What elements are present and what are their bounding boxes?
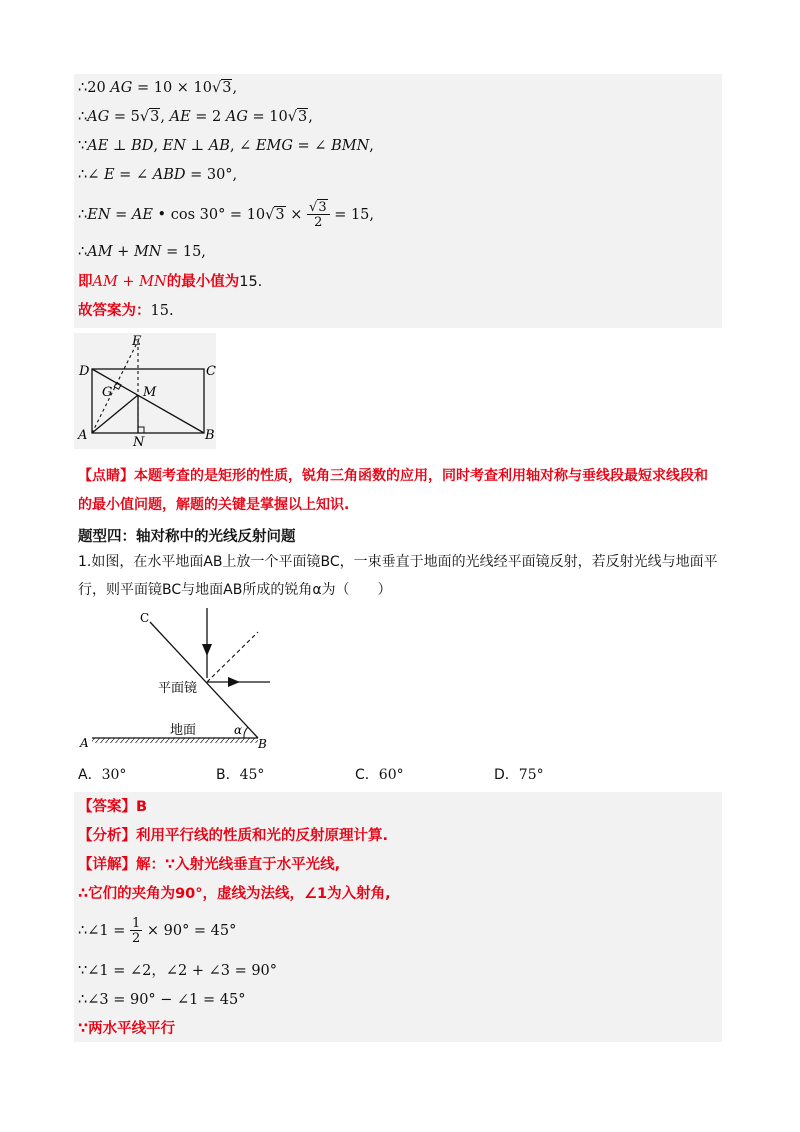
label-A: A <box>78 428 88 443</box>
solution-line-1: ∴20 AG = 10 × 10√3, <box>78 80 238 96</box>
solution-step-4: ∵∠1 = ∠2，∠2 + ∠3 = 90° <box>78 963 278 979</box>
option-b[interactable]: B．45° <box>216 767 265 783</box>
solution-line-7: 即AM + MN的最小值为15. <box>78 274 263 290</box>
option-d[interactable]: D．75° <box>494 767 544 783</box>
mirror-label: 平面镜 <box>158 681 198 696</box>
option-c[interactable]: C．60° <box>355 767 404 783</box>
label-C-fig2: C <box>140 611 150 625</box>
solution-step-5: ∴∠3 = 90° − ∠1 = 45° <box>78 992 246 1008</box>
question-line-1: 1.如图，在水平地面AB上放一个平面镜BC，一束垂直于地面的光线经平面镜反射，若反射光线与地面平 <box>78 554 718 570</box>
solution-line-3: ∵AE ⊥ BD, EN ⊥ AB, ∠ EMG = ∠ BMN, <box>78 138 374 154</box>
label-B: B <box>205 428 215 443</box>
label-D: D <box>79 364 90 379</box>
label-A-fig2: A <box>80 736 89 750</box>
option-a[interactable]: A．30° <box>78 767 127 783</box>
label-C: C <box>206 364 216 379</box>
label-E: E <box>132 334 142 349</box>
solution-step-2: ∴它们的夹角为90°，虚线为法线，∠1为入射角, <box>78 886 391 902</box>
mirror-figure <box>78 608 278 754</box>
solution-line-4: ∴∠ E = ∠ ABD = 30°, <box>78 167 238 183</box>
comment-line-1: 【点睛】本题考查的是矩形的性质，锐角三角函数的应用，同时考查利用轴对称与垂线段最短求线段和 <box>78 468 708 484</box>
answer-line: 【答案】B <box>78 799 148 815</box>
section-heading: 题型四：轴对称中的光线反射问题 <box>78 529 296 545</box>
label-G: G <box>102 385 113 400</box>
label-N: N <box>133 435 145 449</box>
solution-line-5: ∴EN = AE • cos 30° = 10√3 × $\frac{√3}{2}$ = 15, <box>78 200 375 230</box>
solution-line-2: ∴AG = 5√3, AE = 2 AG = 10√3, <box>78 109 313 125</box>
solution-line-8: 故答案为：15. <box>78 303 174 319</box>
question-line-2: 行，则平面镜BC与地面AB所成的锐角α为（ ） <box>78 582 392 598</box>
ground-label: 地面 <box>170 723 197 738</box>
detail-line: 【详解】解：∵入射光线垂直于水平光线, <box>78 857 341 873</box>
rectangle-figure <box>74 333 216 449</box>
label-M: M <box>143 385 157 400</box>
solution-line-6: ∴AM + MN = 15, <box>78 244 206 260</box>
alpha-label: α <box>234 723 243 737</box>
solution-step-6: ∵两水平线平行 <box>78 1021 176 1037</box>
comment-line-2: 的最小值问题，解题的关键是掌握以上知识. <box>78 497 350 513</box>
label-B-fig2: B <box>258 737 267 751</box>
solution-step-3: ∴∠1 = $\frac{1}{2}$ × 90° = 45° <box>78 916 237 946</box>
analysis-line: 【分析】利用平行线的性质和光的反射原理计算. <box>78 828 389 844</box>
